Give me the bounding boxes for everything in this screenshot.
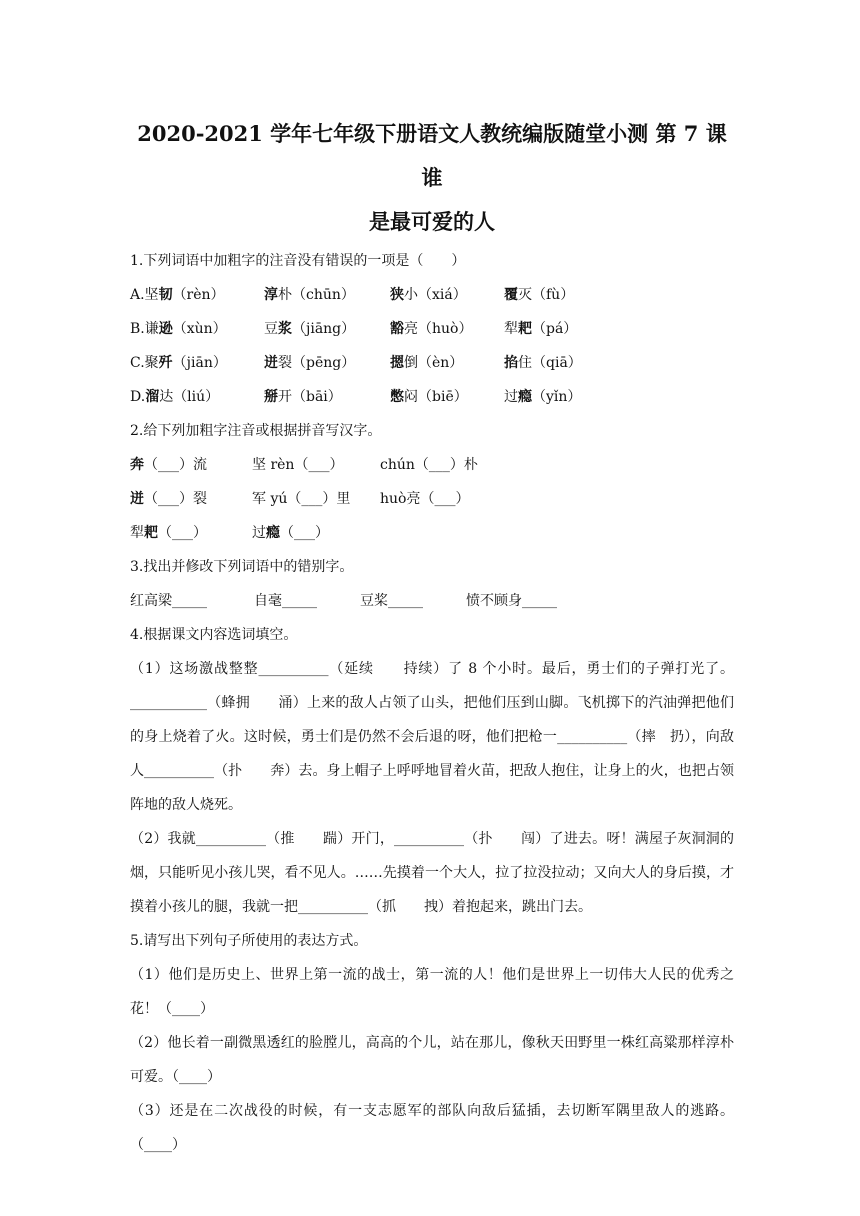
document-page bbox=[130, 112, 734, 1162]
question-1-option-item bbox=[390, 278, 504, 312]
question-1-option-item bbox=[264, 278, 390, 312]
question-1-option-item bbox=[130, 380, 264, 414]
item-text: （___）裂 bbox=[144, 491, 207, 507]
item-text: 犁 bbox=[504, 321, 518, 337]
question-1-option-item bbox=[390, 312, 504, 346]
item-text: 闷（biē） bbox=[404, 389, 468, 405]
question-2-row bbox=[130, 516, 734, 550]
bold-character: 溜 bbox=[145, 389, 160, 405]
question-2-items bbox=[130, 448, 734, 550]
item-text: （___） bbox=[158, 525, 207, 541]
bold-character: 瘾 bbox=[518, 389, 532, 405]
item-text: B.谦 bbox=[130, 321, 159, 337]
bold-character: 狭 bbox=[390, 287, 404, 303]
bold-character: 迸 bbox=[130, 491, 144, 507]
item-text: （rèn） bbox=[172, 287, 225, 303]
question-1-option-item bbox=[130, 346, 264, 380]
question-1-option-row bbox=[130, 312, 734, 346]
bold-character: 逊 bbox=[158, 321, 173, 337]
item-text: 过 bbox=[504, 389, 518, 405]
question-2-item bbox=[130, 482, 252, 516]
bold-character: 覆 bbox=[504, 287, 518, 303]
question-3-items bbox=[130, 584, 734, 618]
question-2-item bbox=[252, 448, 380, 482]
question-1-option-item bbox=[130, 312, 264, 346]
question-1-option-item bbox=[504, 346, 582, 380]
item-text: （___） bbox=[280, 525, 329, 541]
bold-character: 歼 bbox=[158, 355, 173, 371]
question-1-stem: 1.下列词语中加粗字的注音没有错误的一项是（ ） bbox=[130, 253, 466, 269]
question-5-item-3: （3）还是在二次战役的时候，有一支志愿军的部队向敌后猛插，去切断军隅里敌人的逃路。（____） bbox=[130, 1103, 734, 1153]
bold-character: 耙 bbox=[144, 525, 158, 541]
question-1-option-row bbox=[130, 380, 734, 414]
bold-character: 耙 bbox=[518, 321, 532, 337]
question-1-option-row bbox=[130, 278, 734, 312]
question-5-item-2: （2）他长着一副微黑透红的脸膛儿，高高的个儿，站在那儿，像秋天田野里一株红高粱那样淳朴可爱。（____） bbox=[130, 1035, 734, 1085]
question-3-item: 愤不顾身_____ bbox=[466, 593, 557, 609]
question-4-stem: 4.根据课文内容选词填空。 bbox=[130, 627, 298, 643]
item-text: 亮（huò） bbox=[404, 321, 473, 337]
item-text: 朴（chūn） bbox=[278, 287, 355, 303]
question-1-option-item bbox=[264, 380, 390, 414]
item-text: A.坚 bbox=[130, 287, 159, 303]
item-text: 小（xiá） bbox=[404, 287, 467, 303]
question-1-option-item bbox=[390, 380, 504, 414]
question-3-stem: 3.找出并修改下列词语中的错别字。 bbox=[130, 559, 354, 575]
item-text: （yǐn） bbox=[532, 389, 582, 405]
item-text: （jiāng） bbox=[292, 321, 356, 337]
question-2-row bbox=[130, 448, 734, 482]
question-2-item bbox=[380, 482, 469, 516]
bold-character: 韧 bbox=[158, 287, 173, 303]
question-5-stem: 5.请写出下列句子所使用的表达方式。 bbox=[130, 933, 368, 949]
question-1-option-item bbox=[264, 312, 390, 346]
bold-character: 掐 bbox=[504, 355, 518, 371]
question-2-item bbox=[380, 448, 478, 482]
bold-character: 摁 bbox=[390, 355, 404, 371]
item-text: 灭（fù） bbox=[518, 287, 575, 303]
item-text: 住（qiā） bbox=[518, 355, 582, 371]
bold-character: 迸 bbox=[264, 355, 278, 371]
question-1-option-item bbox=[264, 346, 390, 380]
bold-character: 瘾 bbox=[266, 525, 280, 541]
item-text: （xùn） bbox=[172, 321, 227, 337]
item-text: （jiān） bbox=[172, 355, 227, 371]
item-text: 裂（pēng） bbox=[278, 355, 356, 371]
item-text: 坚 rèn（___） bbox=[252, 457, 344, 473]
item-text: （___）流 bbox=[144, 457, 207, 473]
question-2-item bbox=[252, 516, 380, 550]
question-3-item: 自毫_____ bbox=[254, 593, 317, 609]
question-1-option-item bbox=[504, 312, 577, 346]
question-2-row bbox=[130, 482, 734, 516]
question-1-option-item bbox=[504, 278, 574, 312]
bold-character: 豁 bbox=[390, 321, 404, 337]
document-title-line-2: 是最可爱的人 bbox=[369, 209, 495, 234]
question-2-item bbox=[130, 448, 252, 482]
question-3-item: 红高梁_____ bbox=[130, 593, 207, 609]
bold-character: 掰 bbox=[264, 389, 278, 405]
bold-character: 憋 bbox=[390, 389, 404, 405]
item-text: 过 bbox=[252, 525, 266, 541]
item-text: 军 yú（___）里 bbox=[252, 491, 351, 507]
question-1-option-row bbox=[130, 346, 734, 380]
question-1-option-item bbox=[130, 278, 264, 312]
item-text: 犁 bbox=[130, 525, 144, 541]
item-text: 豆 bbox=[264, 321, 278, 337]
item-text: D. bbox=[130, 389, 146, 405]
item-text: （pá） bbox=[532, 321, 578, 337]
item-text: 达（liú） bbox=[159, 389, 220, 405]
question-1-options bbox=[130, 278, 734, 414]
question-2-stem: 2.给下列加粗字注音或根据拼音写汉字。 bbox=[130, 423, 382, 439]
question-4-paragraph-1: （1）这场激战整整__________（延续 持续）了 8 个小时。最后，勇士们的子弹打光了。___________（蜂拥 涌）上来的敌人占领了山头，把他们压到山脚。飞机掷下的汽油弹把他们的身上烧着了火。这时候，勇士们是仍然不会后退的呀，他们把枪一__________（摔 扔），向敌人__________（扑 奔）去。身上帽子上呼呼地冒着火苗，把敌人抱住，让身上的火，也把占领阵地的敌人烧死。 bbox=[130, 661, 734, 813]
question-1-option-item bbox=[390, 346, 504, 380]
bold-character: 奔 bbox=[130, 457, 144, 473]
question-4-paragraph-2: （2）我就__________（推 踹）开门，__________（扑 闯）了进去。呀！满屋子灰洞洞的烟，只能听见小孩儿哭，看不见人。……先摸着一个大人，拉了拉没拉动；又向大人的身后摸，才摸着小孩儿的腿，我就一把__________（抓 拽）着抱起来，跳出门去。 bbox=[130, 831, 734, 915]
document-title-line-1: 2020-2021 学年七年级下册语文人教统编版随堂小测 第 7 课 谁 bbox=[137, 121, 727, 190]
item-text: C.聚 bbox=[130, 355, 159, 371]
question-1-option-item bbox=[504, 380, 581, 414]
item-text: chún（___）朴 bbox=[380, 457, 478, 473]
bold-character: 浆 bbox=[278, 321, 292, 337]
item-text: 倒（èn） bbox=[404, 355, 464, 371]
bold-character: 淳 bbox=[264, 287, 278, 303]
question-5-item-1: （1）他们是历史上、世界上第一流的战士，第一流的人！他们是世界上一切伟大人民的优秀之花！（____） bbox=[130, 967, 734, 1017]
item-text: 开（bāi） bbox=[278, 389, 342, 405]
question-2-item bbox=[130, 516, 252, 550]
question-2-item bbox=[252, 482, 380, 516]
item-text: huò亮（___） bbox=[380, 491, 470, 507]
question-3-item: 豆桨_____ bbox=[360, 593, 423, 609]
